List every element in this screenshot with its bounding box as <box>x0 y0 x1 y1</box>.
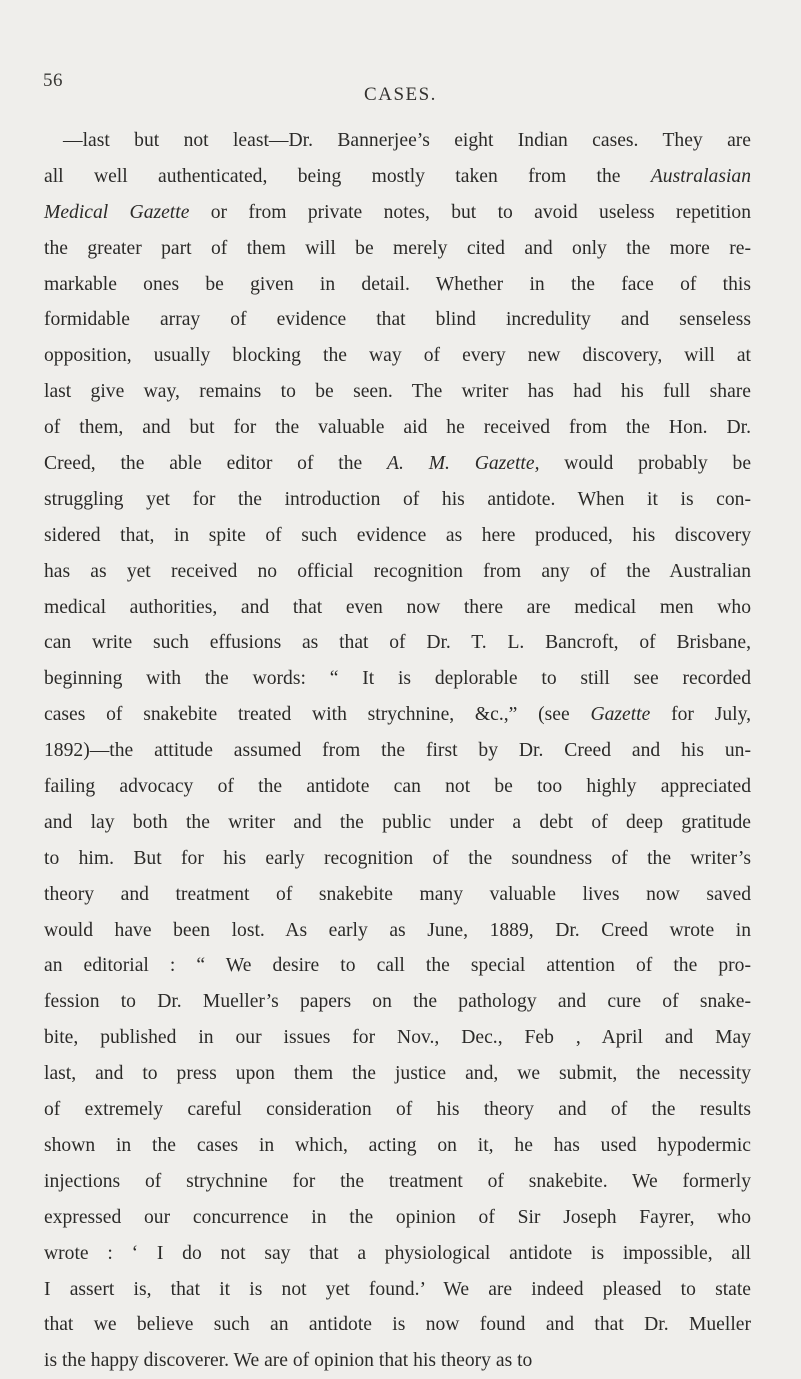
page-number: 56 <box>43 70 63 91</box>
text-line <box>44 769 751 805</box>
text-run: all well authenticated, being mostly taken from the <box>44 165 651 187</box>
text-run: cases of snakebite treated with strychnine, &c.,” (see <box>44 704 591 726</box>
text-run: medical authorities, and that even now there are medical men who <box>44 596 751 618</box>
text-line <box>44 1343 751 1379</box>
text-line <box>44 697 751 733</box>
text-run: I assert is, that it is not yet found.’ We are indeed pleased to state <box>44 1278 751 1300</box>
text-line <box>44 267 751 303</box>
text-run: theory and treatment of snakebite many valuable lives now saved <box>44 883 751 905</box>
text-run: bite, published in our issues for Nov., Dec., Feb , April and May <box>44 1027 751 1049</box>
text-run: markable ones be given in detail. Whether in the face of this <box>44 273 751 295</box>
running-head: CASES. <box>364 84 437 105</box>
text-run: formidable array of evidence that blind incredulity and senseless <box>44 309 751 331</box>
text-line <box>44 1307 751 1343</box>
italic-text-run: Australasian <box>650 165 751 187</box>
text-run: failing advocacy of the antidote can not be too highly appreciated <box>44 776 751 798</box>
text-run: struggling yet for the introduction of his antidote. When it is con- <box>44 488 751 510</box>
text-line <box>44 195 751 231</box>
text-line <box>44 805 751 841</box>
text-run: shown in the cases in which, acting on it, he has used hypodermic <box>44 1134 751 1156</box>
italic-text-run: Gazette <box>590 704 651 726</box>
text-line <box>44 1272 751 1308</box>
text-line <box>44 1200 751 1236</box>
text-line <box>44 302 751 338</box>
text-line <box>44 733 751 769</box>
text-line <box>44 1236 751 1272</box>
text-run: injections of strychnine for the treatment of snakebite. We formerly <box>44 1170 751 1192</box>
text-run: wrote : ‘ I do not say that a physiological antidote is impossible, all <box>44 1242 751 1264</box>
text-run: for July, <box>650 704 752 726</box>
text-run: of extremely careful consideration of his theory and of the results <box>44 1099 751 1121</box>
text-run: of them, and but for the valuable aid he received from the Hon. Dr. <box>44 417 751 439</box>
text-line <box>44 410 751 446</box>
text-run: or from private notes, but to avoid useless repetition <box>189 201 751 223</box>
text-run: beginning with the words: “ It is deplorable to still see recorded <box>44 668 751 690</box>
text-line <box>44 554 751 590</box>
text-run: 1892)—the attitude assumed from the first by Dr. Creed and his un- <box>44 740 751 762</box>
text-line <box>44 877 751 913</box>
text-run: an editorial : “ We desire to call the special attention of the pro- <box>44 955 751 977</box>
text-line <box>44 374 751 410</box>
text-line <box>44 159 751 195</box>
italic-text-run: Medical Gazette <box>44 201 190 223</box>
text-run: can write such effusions as that of Dr. T. L. Bancroft, of Brisbane, <box>44 632 751 654</box>
body-text <box>44 123 751 1379</box>
text-line <box>44 590 751 626</box>
text-line <box>44 1020 751 1056</box>
text-line <box>44 446 751 482</box>
text-line <box>44 231 751 267</box>
text-run: that we believe such an antidote is now found and that Dr. Mueller <box>44 1314 751 1336</box>
text-run: last, and to press upon them the justice and, we submit, the necessity <box>44 1063 751 1085</box>
text-run: opposition, usually blocking the way of every new discovery, will at <box>44 345 751 367</box>
text-run: —last but not least—Dr. Bannerjee’s eight Indian cases. They are <box>63 130 751 151</box>
text-run: would probably be <box>539 453 752 475</box>
text-run: has as yet received no official recognition from any of the Australian <box>44 560 751 582</box>
text-line <box>44 913 751 949</box>
text-line <box>44 625 751 661</box>
text-line <box>44 1056 751 1092</box>
text-line <box>44 984 751 1020</box>
text-line <box>44 661 751 697</box>
text-line <box>44 841 751 877</box>
text-run: to him. But for his early recognition of the soundness of the writer’s <box>44 847 751 869</box>
text-run: the greater part of them will be merely cited and only the more re- <box>44 237 751 259</box>
text-run: would have been lost. As early as June, 1889, Dr. Creed wrote in <box>44 919 751 941</box>
text-line <box>44 1164 751 1200</box>
text-run: Creed, the able editor of the <box>44 453 388 475</box>
italic-text-run: A. M. Gazette, <box>387 453 540 475</box>
text-line <box>44 518 751 554</box>
text-line <box>44 1092 751 1128</box>
text-line <box>44 123 751 159</box>
text-run: is the happy discoverer. We are of opinion that his theory as to <box>44 1350 533 1372</box>
text-run: last give way, remains to be seen. The writer has had his full share <box>44 381 751 403</box>
text-run: and lay both the writer and the public under a debt of deep gratitude <box>44 811 751 833</box>
text-run: expressed our concurrence in the opinion of Sir Joseph Fayrer, who <box>44 1206 751 1228</box>
text-run: fession to Dr. Mueller’s papers on the pathology and cure of snake- <box>44 991 751 1013</box>
text-line <box>44 948 751 984</box>
text-run: sidered that, in spite of such evidence as here produced, his discovery <box>44 524 751 546</box>
text-line <box>44 482 751 518</box>
text-line <box>44 1128 751 1164</box>
text-line <box>44 338 751 374</box>
